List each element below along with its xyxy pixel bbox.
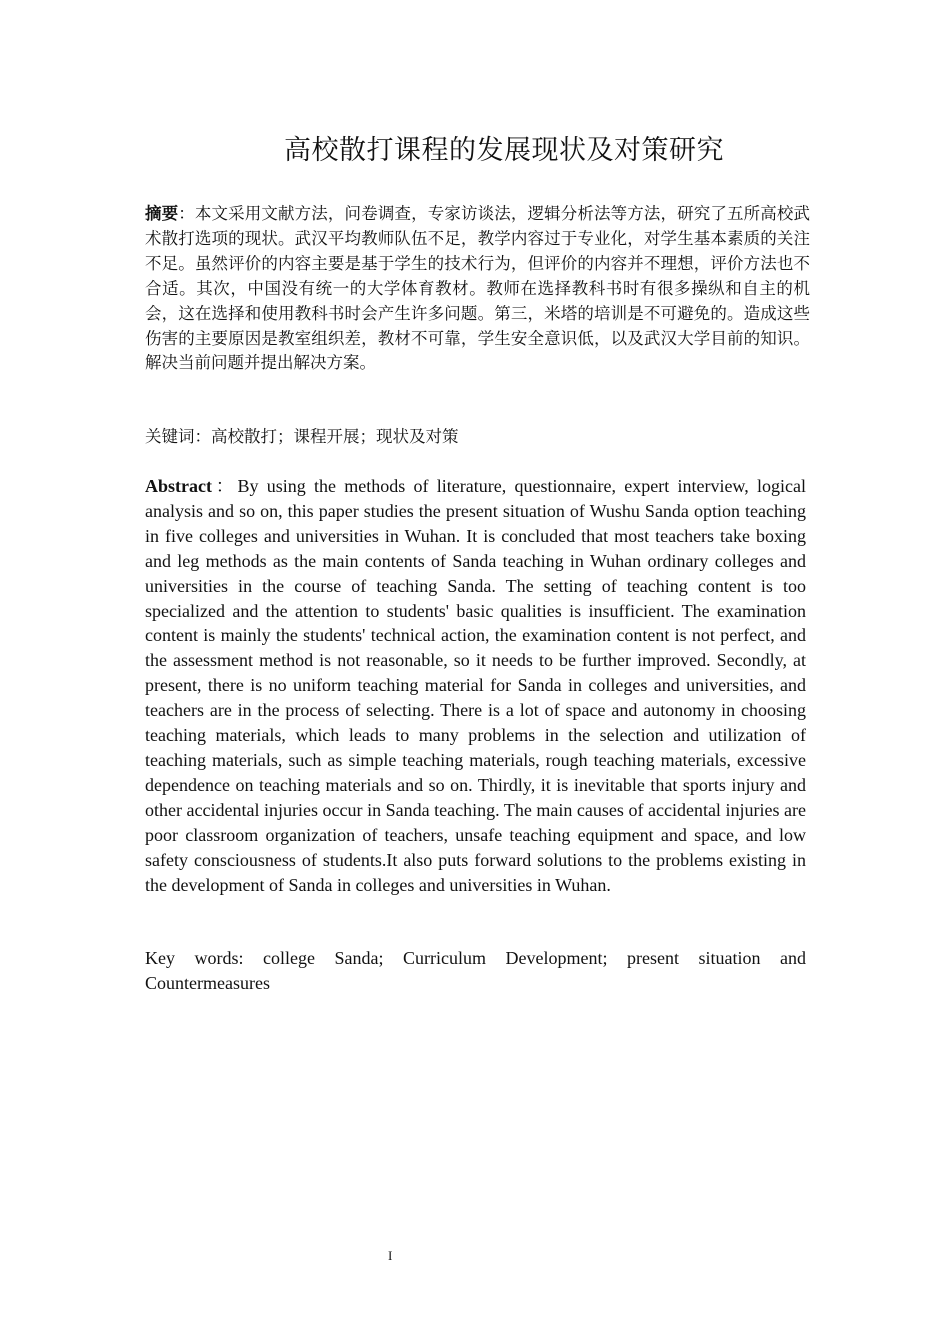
chinese-abstract-separator: ：	[178, 204, 195, 223]
english-abstract	[145, 474, 806, 897]
chinese-abstract	[145, 202, 810, 376]
english-abstract-text: By using the methods of literature, questionnaire, expert interview, logical analysis and so on, this paper studies the present situation of Wushu Sanda option teaching in five colleges and universities in Wuhan. It is concluded that most teachers take boxing and leg methods as the main contents of Sanda teaching in Wuhan ordinary colleges and universities in the course of teaching Sanda. The setting of teaching content is too specialized and the attention to students' basic qualities is insufficient. The examination content is mainly the students' technical action, the examination content is not perfect, and the assessment method is not reasonable, so it needs to be further improved. Secondly, at present, there is no uniform teaching material for Sanda in colleges and universities, and teachers are in the process of selecting. There is a lot of space and autonomy in choosing teaching materials, which leads to many problems in the selection and utilization of teaching materials, such as simple teaching materials, rough teaching materials, excessive dependence on teaching materials and so on. Thirdly, it is inevitable that sports injury and other accidental injuries occur in Sanda teaching. The main causes of accidental injuries are poor classroom organization of teachers, unsafe teaching equipment and space, and low safety consciousness of students.It also puts forward solutions to the problems existing in the development of Sanda in colleges and universities in Wuhan.	[145, 476, 806, 895]
page-title: 高校散打课程的发展现状及对策研究	[284, 135, 724, 166]
english-abstract-label: Abstract	[145, 476, 212, 496]
english-keywords: Key words: college Sanda; Curriculum Development; present situation and Countermeasures	[145, 948, 806, 993]
chinese-abstract-label: 摘要	[145, 204, 179, 223]
english-abstract-separator: ：	[211, 476, 238, 496]
chinese-keywords: 关键词：高校散打；课程开展；现状及对策	[145, 427, 459, 446]
chinese-abstract-text: 本文采用文献方法，问卷调查，专家访谈法，逻辑分析法等方法，研究了五所高校武术散打选项的现状。武汉平均教师队伍不足，教学内容过于专业化，对学生基本素质的关注不足。虽然评价的内容主要是基于学生的技术行为，但评价的内容并不理想，评价方法也不合适。其次，中国没有统一的大学体育教材。教师在选择教科书时有很多操纵和自主的机会，这在选择和使用教科书时会产生许多问题。第三，米塔的培训是不可避免的。造成这些伤害的主要原因是教室组织差，教材不可靠，学生安全意识低，以及武汉大学目前的知识。解决当前问题并提出解决方案。	[145, 204, 811, 373]
page-number: I	[388, 1248, 393, 1263]
